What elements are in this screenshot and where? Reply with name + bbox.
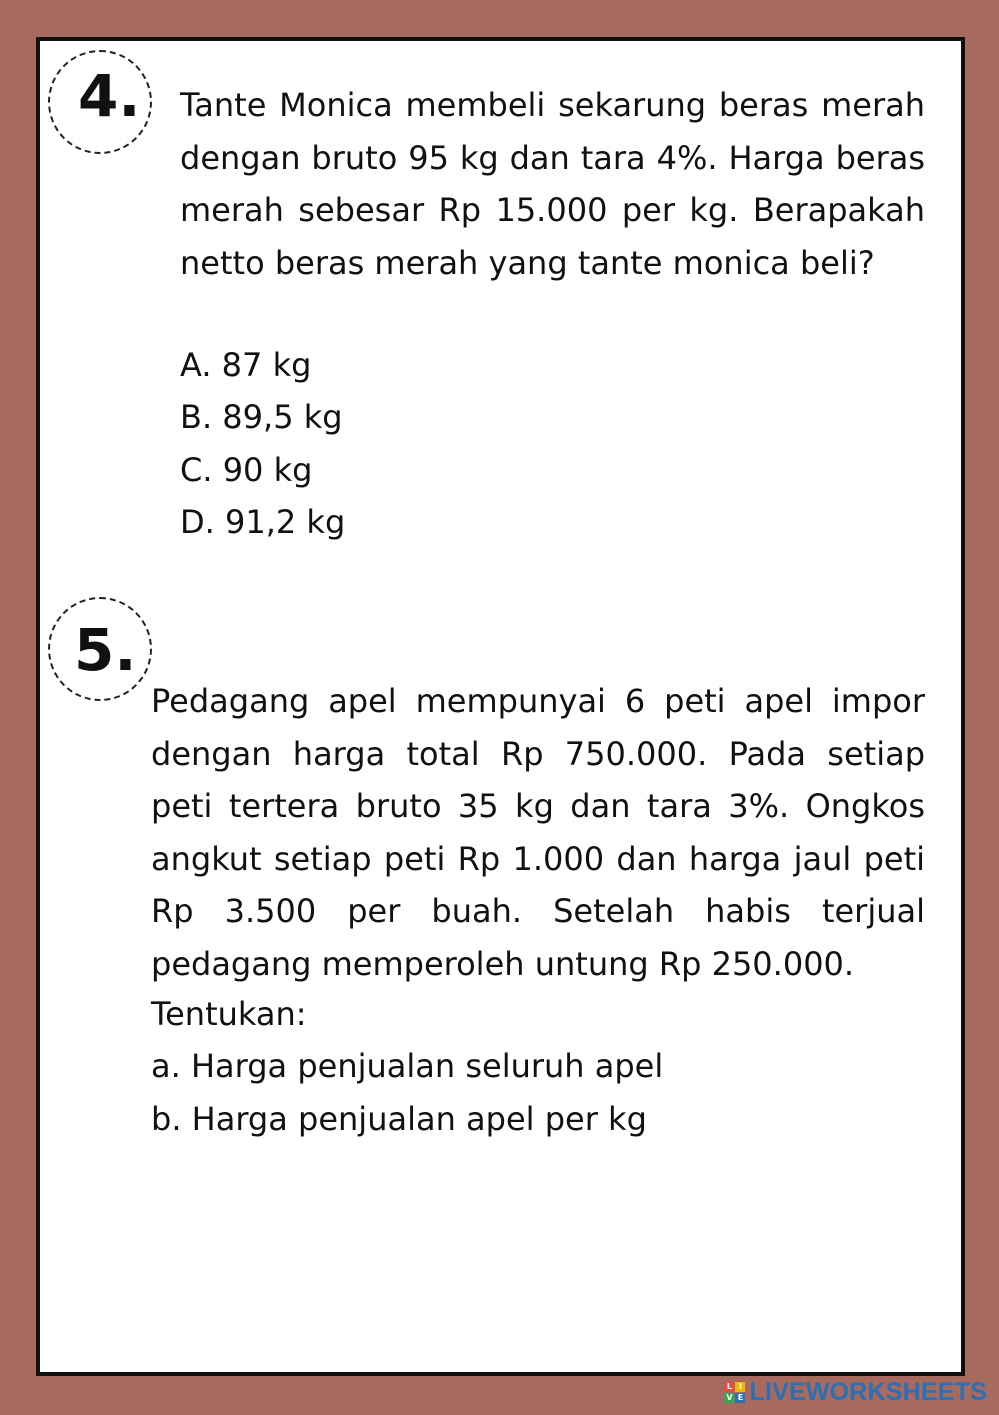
logo-letter-l: L [724, 1382, 734, 1392]
question-4-option-b: B. 89,5 kg [180, 398, 343, 436]
question-5-item-a: a. Harga penjualan seluruh apel [151, 1047, 664, 1085]
watermark-text: LIVEWORKSHEETS [749, 1378, 987, 1406]
question-4-option-d: D. 91,2 kg [180, 503, 346, 541]
question-5-number: 5. [74, 616, 137, 684]
question-4-option-a: A. 87 kg [180, 346, 312, 384]
question-4-number: 4. [78, 62, 141, 130]
question-4-option-c: C. 90 kg [180, 451, 313, 489]
question-5-text: Pedagang apel mempunyai 6 peti apel impor dengan harga total Rp 750.000. Pada setiap peti tertera bruto 35 kg dan tara 3%. Ongkos angkut setiap peti Rp 1.000 dan harga jaul peti Rp 3.500 per buah. Setelah habis terjual pedagang memperoleh untung Rp 250.000. [151, 682, 925, 983]
question-4-text: Tante Monica membeli sekarung beras merah dengan bruto 95 kg dan tara 4%. Harga beras merah sebesar Rp 15.000 per kg. Berapakah netto beras merah yang tante monica beli? [180, 86, 925, 282]
question-5-prompt: Tentukan: [151, 995, 307, 1033]
worksheet-page [36, 37, 965, 1376]
logo-letter-e: E [735, 1393, 745, 1403]
liveworksheets-watermark [724, 1378, 987, 1407]
liveworksheets-logo-icon [724, 1382, 745, 1403]
logo-letter-v: V [726, 1393, 733, 1402]
question-5-item-b: b. Harga penjualan apel per kg [151, 1100, 647, 1138]
logo-letter-i: I [735, 1382, 745, 1392]
